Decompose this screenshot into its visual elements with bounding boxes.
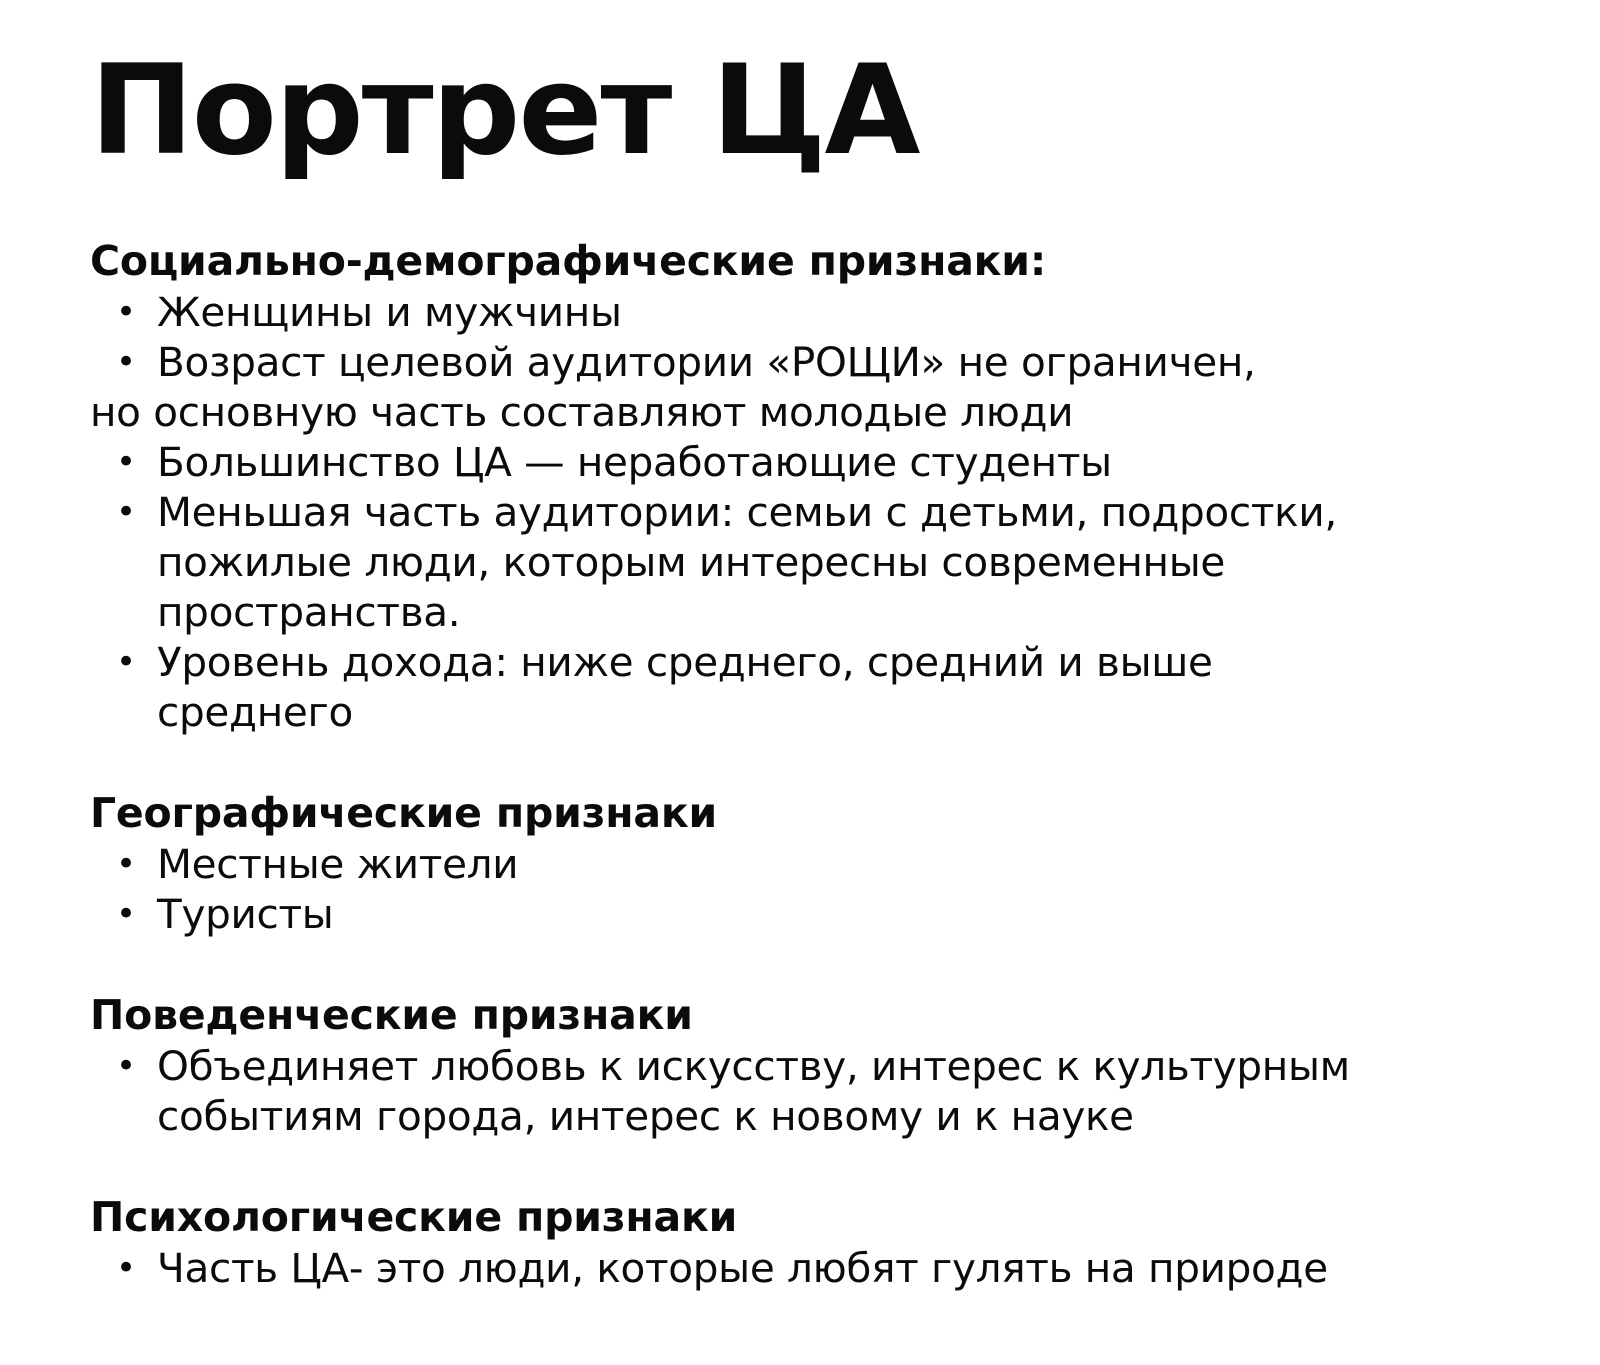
bullet-list — [90, 287, 1570, 737]
bullet-icon: • — [116, 894, 136, 934]
item-text-line: пространства. — [157, 588, 461, 636]
bullet-list — [90, 839, 1570, 939]
section-heading: Географические признаки — [90, 789, 718, 837]
page-title: Портрет ЦА — [90, 39, 919, 183]
item-text-line: Возраст целевой аудитории «РОЩИ» не ограничен, — [157, 338, 1256, 386]
section-psychological — [90, 1192, 1570, 1293]
bullet-list — [90, 1041, 1570, 1141]
item-text-line: событиям города, интерес к новому и к науке — [157, 1092, 1134, 1140]
bullet-icon: • — [116, 442, 136, 482]
list-item — [90, 487, 1570, 637]
item-text-line: Меньшая часть аудитории: семьи с детьми, подростки, — [157, 488, 1337, 536]
section-heading: Психологические признаки — [90, 1193, 738, 1241]
list-item — [90, 637, 1570, 737]
item-text-line: Большинство ЦА — неработающие студенты — [157, 438, 1112, 486]
bullet-icon: • — [116, 844, 136, 884]
slide-content — [90, 236, 1570, 1293]
bullet-icon: • — [116, 492, 136, 532]
item-text-line: Туристы — [157, 890, 334, 938]
list-item — [90, 337, 1570, 437]
section-geographic — [90, 788, 1570, 939]
section-heading: Поведенческие признаки — [90, 991, 693, 1039]
list-item — [90, 889, 1570, 939]
bullet-list — [90, 1243, 1570, 1293]
item-text-line: пожилые люди, которым интересны современные — [157, 538, 1225, 586]
item-text-line: Местные жители — [157, 840, 519, 888]
section-behavioral — [90, 990, 1570, 1141]
list-item — [90, 287, 1570, 337]
item-text-line: Часть ЦА- это люди, которые любят гулять на природе — [157, 1244, 1328, 1292]
bullet-icon: • — [116, 342, 136, 382]
list-item — [90, 1041, 1570, 1141]
list-item — [90, 437, 1570, 487]
item-text-line: Уровень дохода: ниже среднего, средний и выше — [157, 638, 1213, 686]
list-item — [90, 839, 1570, 889]
section-socio-demographic — [90, 236, 1570, 737]
bullet-icon: • — [116, 1046, 136, 1086]
section-heading: Социально-демографические признаки: — [90, 237, 1047, 285]
bullet-icon: • — [116, 292, 136, 332]
item-text-line: среднего — [157, 688, 353, 736]
bullet-icon: • — [116, 1248, 136, 1288]
item-text-line: Женщины и мужчины — [157, 288, 622, 336]
bullet-icon: • — [116, 642, 136, 682]
item-text-line: Объединяет любовь к искусству, интерес к культурным — [157, 1042, 1350, 1090]
list-item — [90, 1243, 1570, 1293]
item-text-line: но основную часть составляют молодые люди — [90, 388, 1074, 436]
